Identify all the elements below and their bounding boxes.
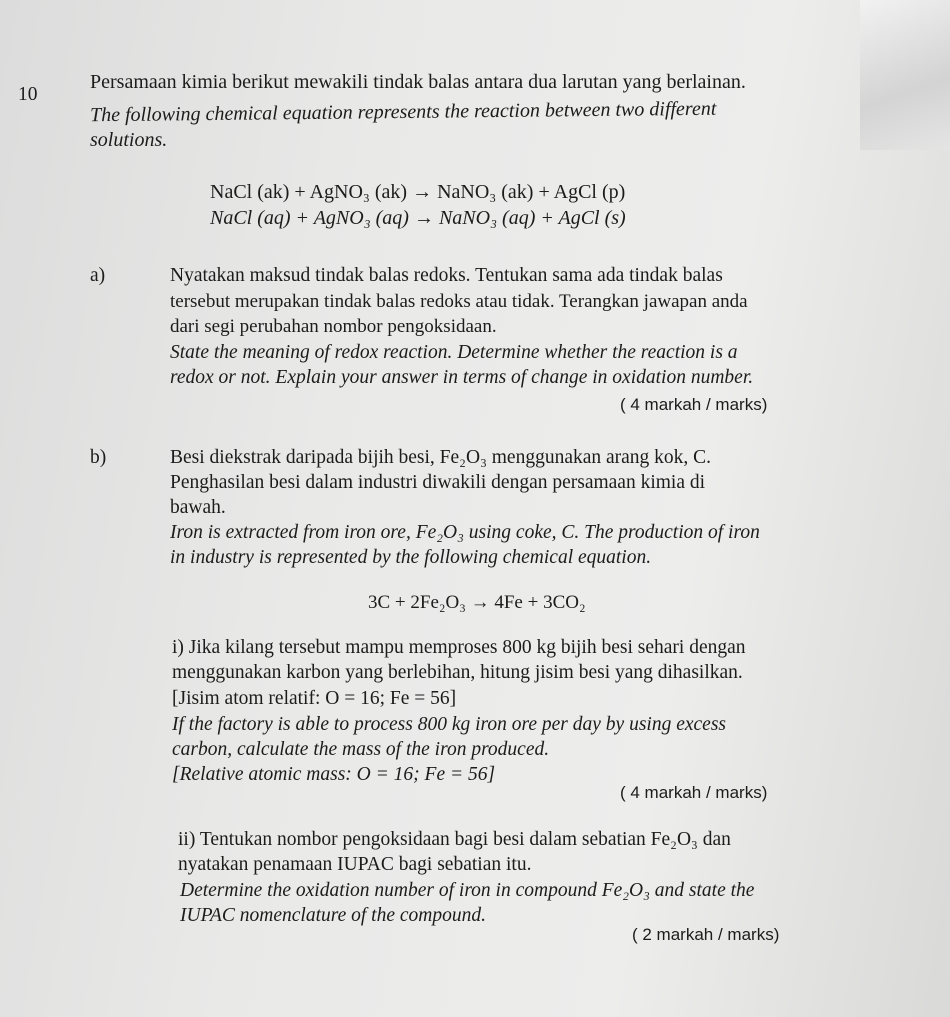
part-b-label: b) bbox=[90, 447, 107, 468]
part-a-english-line2: redox or not. Explain your answer in terms of change in oxidation number. bbox=[170, 367, 754, 388]
part-a-malay-line1: Nyatakan maksud tindak balas redoks. Tentukan sama ada tindak balas bbox=[170, 265, 723, 286]
part-a-label: a) bbox=[90, 265, 106, 286]
part-a-malay-line2: tersebut merupakan tindak balas redoks atau tidak. Terangkan jawapan anda bbox=[170, 291, 748, 312]
part-b-ii-malay-line2: nyatakan penamaan IUPAC bagi sebatian itu. bbox=[178, 854, 532, 875]
part-b-malay-line1: Besi diekstrak daripada bijih besi, Fe₂O₃ menggunakan arang kok, C. bbox=[170, 447, 712, 468]
intro-english-line1: The following chemical equation represents the reaction between two different bbox=[89, 97, 717, 127]
intro-english-line2: solutions. bbox=[90, 129, 168, 151]
part-b-i-malay-line1: i) Jika kilang tersebut mampu memproses 800 kg bijih besi sehari dengan bbox=[172, 637, 746, 658]
question-number: 10 bbox=[18, 84, 38, 105]
equation-english: NaCl (aq) + AgNO₃ (aq) → NaNO₃ (aq) + AgCl (s) bbox=[210, 207, 626, 229]
part-b-english-line1: Iron is extracted from iron ore, Fe₂O₃ using coke, C. The production of iron bbox=[170, 522, 760, 543]
part-a-malay-line3: dari segi perubahan nombor pengoksidaan. bbox=[170, 316, 497, 337]
part-a-marks: ( 4 markah / marks) bbox=[620, 395, 768, 414]
part-b-ii-english-line1: Determine the oxidation number of iron in compound Fe₂O₃ and state the bbox=[180, 880, 755, 901]
intro-malay: Persamaan kimia berikut mewakili tindak balas antara dua larutan yang berlainan. bbox=[90, 71, 746, 93]
part-b-ii-marks: ( 2 markah / marks) bbox=[632, 925, 780, 944]
equation-malay: NaCl (ak) + AgNO₃ (ak) → NaNO₃ (ak) + AgCl (p) bbox=[210, 181, 626, 203]
part-b-i-english-line3: [Relative atomic mass: O = 16; Fe = 56] bbox=[172, 764, 496, 785]
part-b-english-line2: in industry is represented by the following chemical equation. bbox=[170, 547, 652, 568]
part-b-i-malay-line3: [Jisim atom relatif: O = 16; Fe = 56] bbox=[172, 688, 457, 709]
part-b-i-marks: ( 4 markah / marks) bbox=[620, 783, 768, 802]
part-b-ii-malay-line1: ii) Tentukan nombor pengoksidaan bagi besi dalam sebatian Fe₂O₃ dan bbox=[178, 829, 731, 850]
part-b-equation: 3C + 2Fe₂O₃ → 4Fe + 3CO₂ bbox=[368, 592, 586, 613]
page-corner-shadow bbox=[860, 0, 950, 150]
part-b-malay-line3: bawah. bbox=[170, 497, 226, 518]
part-b-i-english-line2: carbon, calculate the mass of the iron produced. bbox=[172, 739, 550, 760]
part-b-i-english-line1: If the factory is able to process 800 kg iron ore per day by using excess bbox=[172, 714, 727, 735]
part-b-ii-english-line2: IUPAC nomenclature of the compound. bbox=[180, 905, 486, 926]
part-b-malay-line2: Penghasilan besi dalam industri diwakili dengan persamaan kimia di bbox=[170, 472, 706, 493]
part-a-english-line1: State the meaning of redox reaction. Determine whether the reaction is a bbox=[170, 342, 738, 363]
part-b-i-malay-line2: menggunakan karbon yang berlebihan, hitung jisim besi yang dihasilkan. bbox=[172, 662, 743, 683]
